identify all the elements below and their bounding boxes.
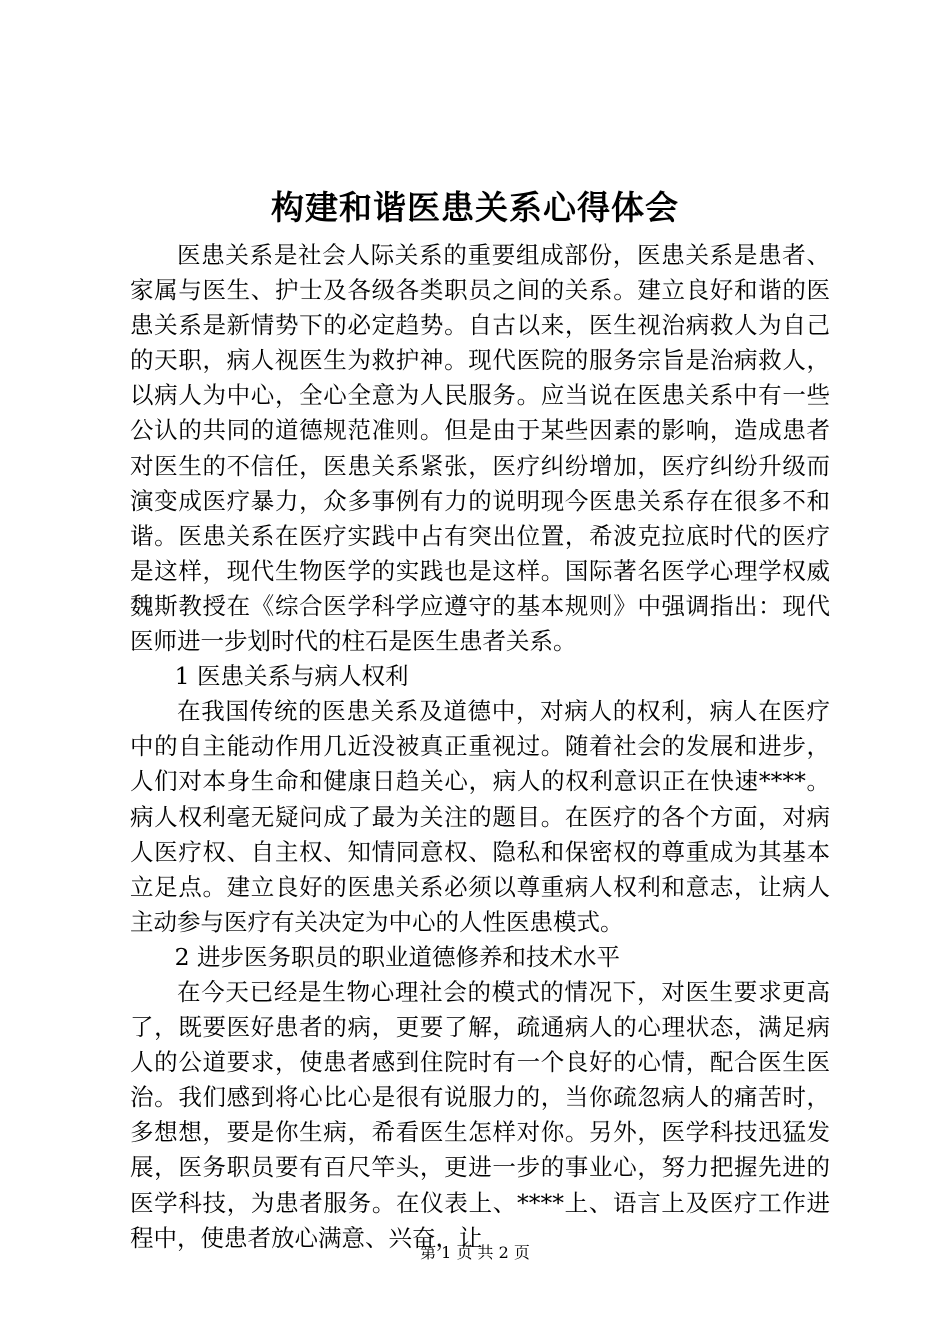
paragraph-professional-ethics: 在今天已经是生物心理社会的模式的情况下，对医生要求更高了，既要医好患者的病，更要了解，疏通病人的心理状态，满足病人的公道要求，使患者感到住院时有一个良好的心情，配合医生医治。我们感到将心比心是很有说服力的，当你疏忽病人的痛苦时，多想想，要是你生病，希看医生怎样对你。另外，医学科技迅猛发展，医务职员要有百尺竿头，更进一步的事业心，努力把握先进的医学科技，为患者服务。在仪表上、****上、语言上及医疗工作进程中，使患者放心满意、兴奋，让	[130, 977, 830, 1252]
document-title: 构建和谐医患关系心得体会	[271, 188, 679, 227]
page-number-footer: 第 1 页 共 2 页	[420, 1243, 530, 1262]
paragraph-patient-rights: 在我国传统的医患关系及道德中，对病人的权利，病人在医疗中的自主能动作用几近没被真正重视过。随着社会的发展和进步，人们对本身生命和健康日趋关心，病人的权利意识正在快速****。病人权利毫无疑问成了最为关注的题目。在医疗的各个方面，对病人医疗权、自主权、知情同意权、隐私和保密权的尊重成为其基本立足点。建立良好的医患关系必须以尊重病人权利和意志，让病人主动参与医疗有关决定为中心的人性医患模式。	[130, 697, 830, 936]
section-heading-2: 2 进步医务职员的职业道德修养和技术水平	[174, 942, 621, 971]
document-body	[130, 238, 830, 1256]
section-heading-1: 1 医患关系与病人权利	[174, 662, 409, 691]
paragraph-intro: 医患关系是社会人际关系的重要组成部份，医患关系是患者、家属与医生、护士及各级各类职员之间的关系。建立良好和谐的医患关系是新情势下的必定趋势。自古以来，医生视治病救人为自己的天职，病人视医生为救护神。现代医院的服务宗旨是治病救人，以病人为中心，全心全意为人民服务。应当说在医患关系中有一些公认的共同的道德规范准则。但是由于某些因素的影响，造成患者对医生的不信任，医患关系紧张，医疗纠纷增加，医疗纠纷升级而演变成医疗暴力，众多事例有力的说明现今医患关系存在很多不和谐。医患关系在医疗实践中占有突出位置，希波克拉底时代的医疗是这样，现代生物医学的实践也是这样。国际著名医学心理学权威魏斯教授在《综合医学科学应遵守的基本规则》中强调指出：现代医师进一步划时代的柱石是医生患者关系。	[130, 241, 830, 656]
